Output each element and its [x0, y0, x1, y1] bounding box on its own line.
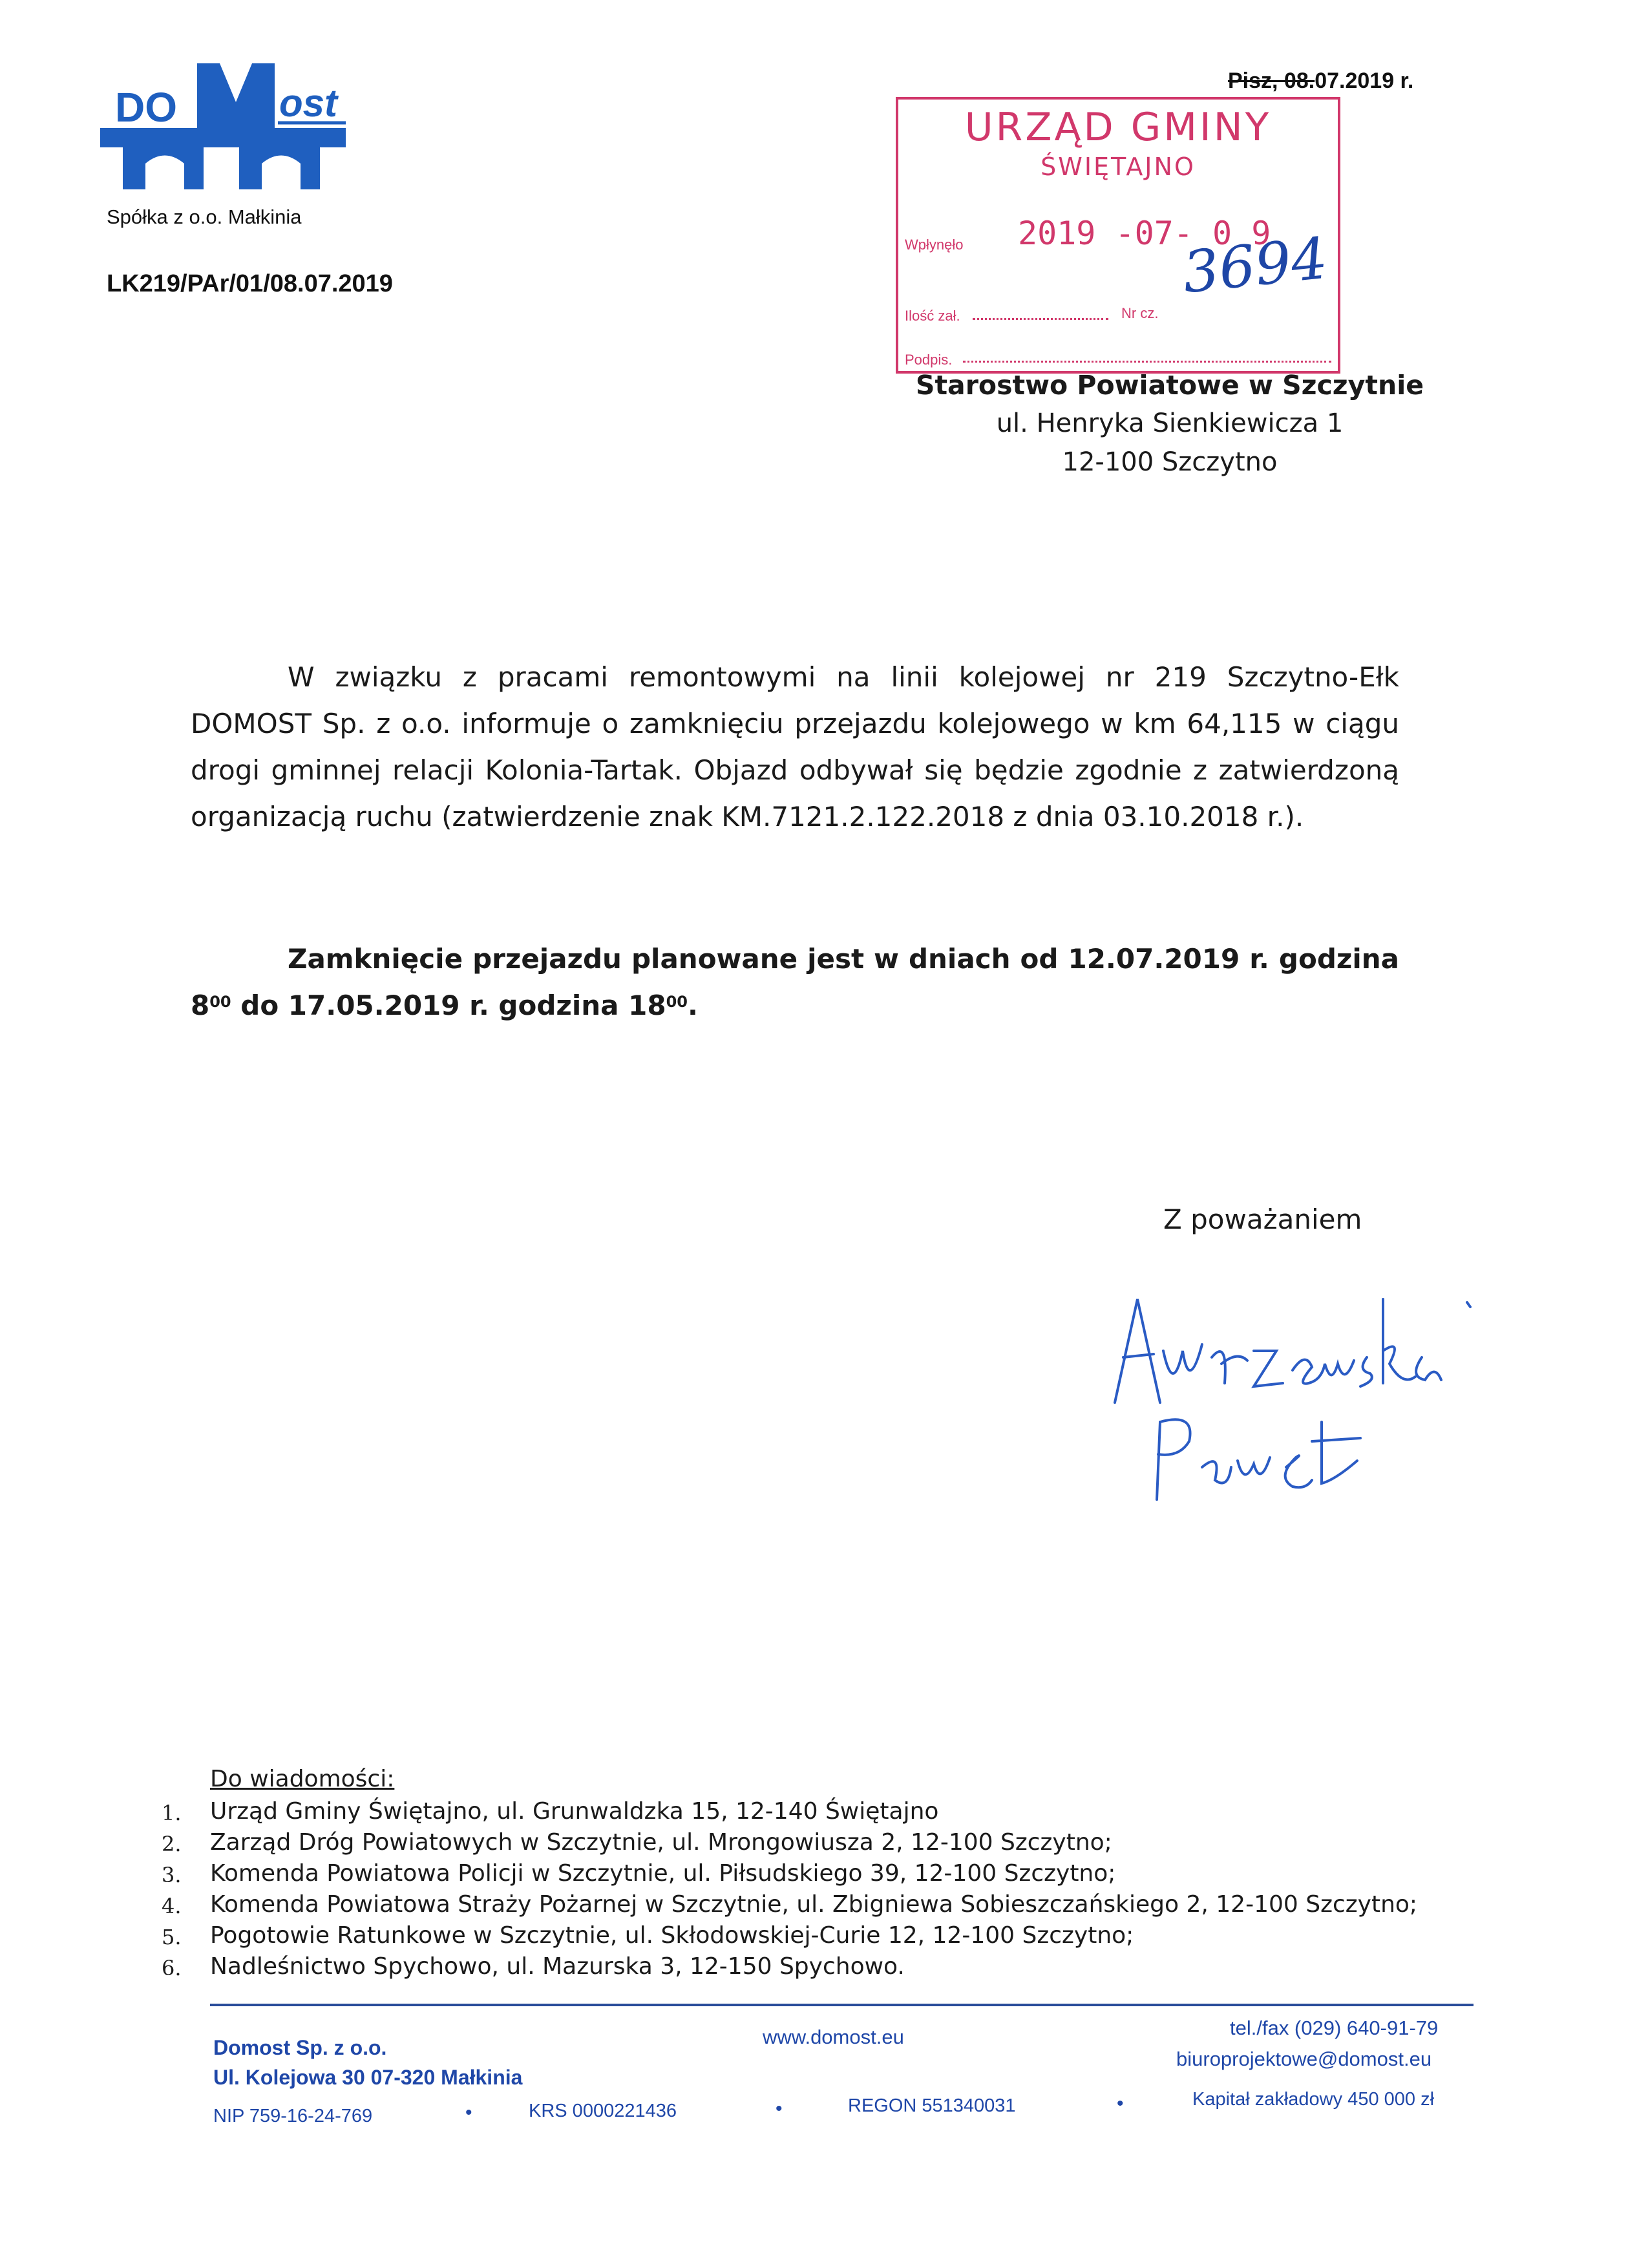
- list-item: [162, 1798, 1519, 1829]
- recipient-name: Starostwo Powiatowe w Szczytnie: [915, 370, 1424, 401]
- footer-krs: KRS 0000221436: [529, 2101, 677, 2121]
- list-item-text: Nadleśnictwo Spychowo, ul. Mazurska 3, 12-150 Spychowo.: [210, 1953, 905, 1980]
- stamp-subtitle: ŚWIĘTAJNO: [1041, 153, 1196, 181]
- footer-telfax: tel./fax (029) 640-91-79: [1230, 2017, 1439, 2039]
- footer-email-link[interactable]: biuroprojektowe@domost.eu: [1176, 2048, 1432, 2070]
- closure-text-3: .: [687, 990, 698, 1021]
- footer-separator: •: [776, 2098, 783, 2119]
- closure-time-sup: 00: [666, 993, 688, 1011]
- stamp-received-label: Wpłynęło: [905, 237, 964, 253]
- footer-website-link[interactable]: www.domost.eu: [763, 2026, 904, 2048]
- stamp-handwritten-number: 3694: [1179, 224, 1331, 306]
- list-item-text: Zarząd Dróg Powiatowych w Szczytnie, ul. Mrongowiusza 2, 12-100 Szczytno;: [210, 1829, 1112, 1856]
- footer-separator: •: [1117, 2093, 1124, 2114]
- footer-divider: [210, 2004, 1474, 2006]
- list-item-text: Pogotowie Ratunkowe w Szczytnie, ul. Skłodowskiej-Curie 12, 12-100 Szczytno;: [210, 1922, 1134, 1949]
- stamp-signature-label: Podpis.: [905, 352, 953, 368]
- stamp-title: URZĄD GMINY: [964, 105, 1272, 150]
- logo-text-ost: ost: [279, 81, 337, 125]
- list-item-number: 3.: [162, 1863, 182, 1887]
- stamp-dotted-line: [973, 318, 1108, 320]
- list-item: [162, 1891, 1519, 1922]
- footer-address: Ul. Kolejowa 30 07-320 Małkinia: [213, 2066, 523, 2089]
- place-date-rest: 07.2019 r.: [1315, 69, 1414, 93]
- closing-salutation: Z poważaniem: [1163, 1203, 1362, 1235]
- closure-text-2: do 17.05.2019 r. godzina 18: [231, 990, 666, 1021]
- list-item-text: Komenda Powiatowa Straży Pożarnej w Szczytnie, ul. Zbigniewa Sobieszczańskiego 2, 12-100 Szczytno;: [210, 1891, 1418, 1918]
- footer-separator: •: [465, 2102, 472, 2123]
- cc-title: Do wiadomości:: [210, 1766, 395, 1792]
- list-item-number: 5.: [162, 1925, 182, 1949]
- list-item: [162, 1829, 1519, 1860]
- list-item-number: 4.: [162, 1894, 182, 1918]
- stamp-attachments-label: Ilość zał.: [905, 308, 960, 324]
- closure-text-1: Zamknięcie przejazdu planowane jest w dniach od 12.07.2019 r. godzina 8: [191, 943, 1399, 1021]
- handwritten-signature: [1099, 1273, 1486, 1506]
- list-item: [162, 1860, 1519, 1891]
- body-paragraph: W związku z pracami remontowymi na linii kolejowej nr 219 Szczytno-Ełk DOMOST Sp. z o.o. informuje o zamknięciu przejazdu kolejowego w km 64,115 w ciągu drogi gminnej relacji Kolonia-Tartak. Objazd odbywał się będzie zgodnie z zatwierdzoną organizacją ruchu (zatwierdzenie znak KM.7121.2.122.2018 z dnia 03.10.2018 r.).: [191, 661, 1399, 832]
- place-date: [1228, 69, 1413, 94]
- stamp-received-date: 2019 -07- 0 9: [1018, 215, 1271, 252]
- footer-regon: REGON 551340031: [848, 2095, 1016, 2116]
- list-item-number: 1.: [162, 1801, 182, 1825]
- company-subtitle: Spółka z o.o. Małkinia: [107, 206, 302, 228]
- closure-notice: [191, 936, 1399, 1029]
- list-item-text: Urząd Gminy Świętajno, ul. Grunwaldzka 15, 12-140 Świętajno: [210, 1798, 939, 1825]
- stamp-dotted-line: [963, 361, 1331, 363]
- footer-capital: Kapitał zakładowy 450 000 zł: [1192, 2089, 1435, 2110]
- reference-number: LK219/PAr/01/08.07.2019: [107, 270, 393, 297]
- registration-stamp: [896, 97, 1340, 374]
- footer-nip: NIP 759-16-24-769: [213, 2106, 373, 2126]
- list-item: [162, 1953, 1519, 1984]
- place-date-struck: Pisz, 08.: [1228, 69, 1315, 93]
- footer-company: Domost Sp. z o.o.: [213, 2036, 387, 2059]
- logo-text-do: DO: [115, 84, 177, 131]
- stamp-number-label: Nr cz.: [1121, 305, 1159, 321]
- closure-time-sup: 00: [209, 993, 231, 1011]
- list-item-number: 2.: [162, 1832, 182, 1856]
- cc-list: [162, 1798, 1519, 1984]
- recipient-city: 12-100 Szczytno: [1062, 447, 1278, 477]
- recipient-street: ul. Henryka Sienkiewicza 1: [996, 408, 1344, 438]
- list-item-number: 6.: [162, 1956, 182, 1980]
- domost-logo: [97, 57, 349, 199]
- list-item: [162, 1922, 1519, 1953]
- list-item-text: Komenda Powiatowa Policji w Szczytnie, ul. Piłsudskiego 39, 12-100 Szczytno;: [210, 1860, 1116, 1887]
